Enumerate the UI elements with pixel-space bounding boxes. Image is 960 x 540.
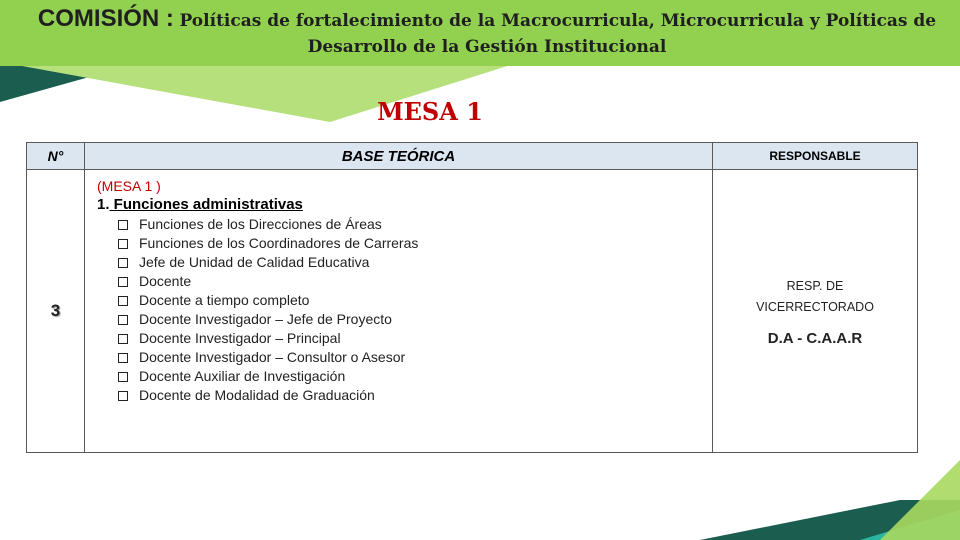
commission-table <box>26 142 918 453</box>
list-item-text: Funciones de los Direcciones de Áreas <box>139 216 382 232</box>
responsable-line-1: RESP. DE <box>786 278 844 293</box>
list-item <box>118 234 712 253</box>
checkbox-bullet-icon <box>118 334 128 344</box>
light-green-corner <box>880 460 960 540</box>
commission-label: COMISIÓN : <box>37 5 174 32</box>
table-header-row <box>27 143 918 170</box>
list-item <box>118 348 712 367</box>
checkbox-bullet-icon <box>118 372 128 382</box>
responsable-code: D.A - C.A.A.R <box>767 329 863 347</box>
functions-list <box>85 215 712 405</box>
header-num: N° <box>27 143 85 170</box>
commission-description: Políticas de fortalecimiento de la Macrocurricula, Microcurricula y Políticas de Desarrollo de la Gestión Institucional <box>179 11 937 57</box>
checkbox-bullet-icon <box>118 239 128 249</box>
checkbox-bullet-icon <box>118 296 128 306</box>
list-item <box>118 291 712 310</box>
mesa-title: MESA 1 <box>377 97 483 126</box>
checkbox-bullet-icon <box>118 315 128 325</box>
row-number: 3 <box>27 170 85 453</box>
header-banner <box>0 0 960 66</box>
list-item-text: Funciones de los Coordinadores de Carreras <box>139 235 419 251</box>
list-item-text: Docente Investigador – Consultor o Asesor <box>139 349 406 365</box>
list-item-text: Jefe de Unidad de Calidad Educativa <box>139 254 370 270</box>
header-responsable: RESPONSABLE <box>713 143 918 170</box>
commission-title <box>22 6 952 60</box>
list-item <box>118 329 712 348</box>
list-item <box>118 367 712 386</box>
checkbox-bullet-icon <box>118 391 128 401</box>
list-item <box>118 253 712 272</box>
functions-heading <box>97 196 712 213</box>
checkbox-bullet-icon <box>118 220 128 230</box>
responsable-line-2: VICERRECTORADO <box>756 299 874 314</box>
base-teorica-cell <box>85 170 713 453</box>
list-item <box>118 272 712 291</box>
heading-number: 1. <box>97 196 110 213</box>
table-row <box>27 170 918 453</box>
list-item-text: Docente Auxiliar de Investigación <box>139 368 346 384</box>
list-item <box>118 215 712 234</box>
list-item-text: Docente Investigador – Principal <box>139 330 341 346</box>
mesa-reference: (MESA 1 ) <box>97 178 161 194</box>
list-item-text: Docente Investigador – Jefe de Proyecto <box>139 311 392 327</box>
list-item <box>118 386 712 405</box>
checkbox-bullet-icon <box>118 277 128 287</box>
bottom-decorative-shapes <box>660 460 960 540</box>
list-item-text: Docente a tiempo completo <box>139 292 310 308</box>
list-item-text: Docente de Modalidad de Graduación <box>139 387 375 403</box>
responsable-cell <box>713 170 918 453</box>
list-item-text: Docente <box>139 273 192 289</box>
checkbox-bullet-icon <box>118 258 128 268</box>
list-item <box>118 310 712 329</box>
header-base-teorica: BASE TEÓRICA <box>85 143 713 170</box>
checkbox-bullet-icon <box>118 353 128 363</box>
heading-text: Funciones administrativas <box>109 196 303 213</box>
